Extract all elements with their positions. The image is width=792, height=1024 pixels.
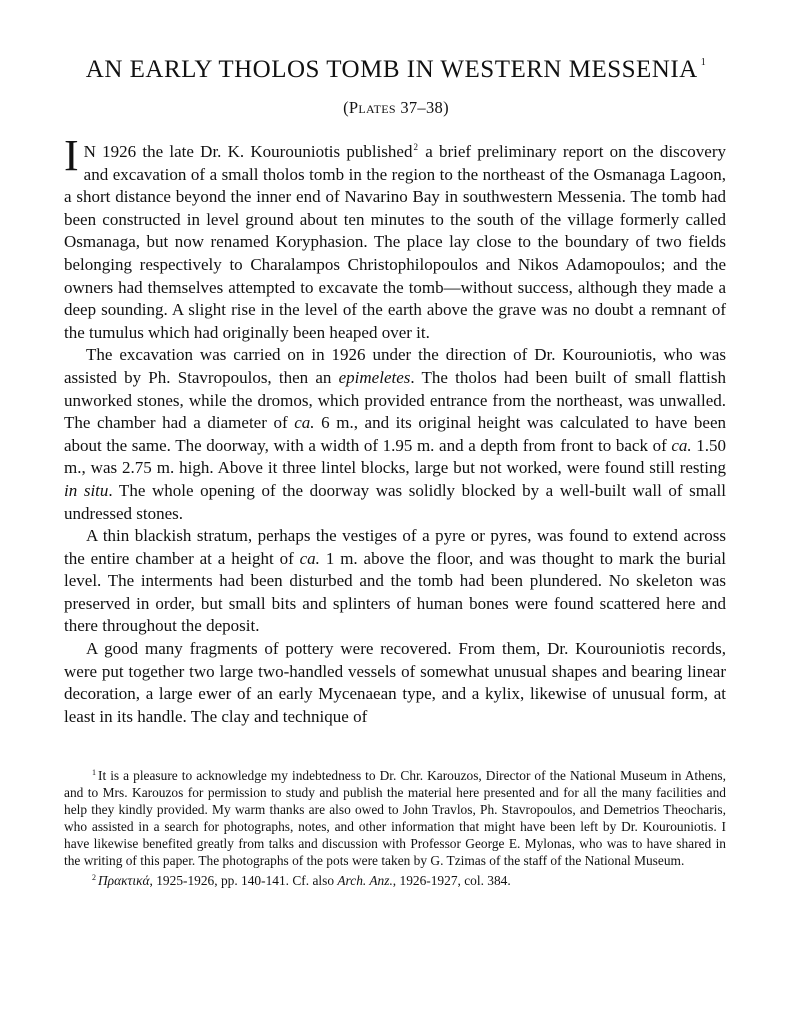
footnote-1 [64,764,726,869]
paragraph-4 [64,638,726,728]
footnote-2-journal: Arch. Anz. [337,873,393,888]
paragraph-3-text-b: 1 m. above the floor, and was thought to mark the burial level. The interments had been disturbed and the tomb had been plundered. No skeleton was preserved in order, but small bits and splinters of human bones were found scattered here and there throughout the deposit. [64,548,726,636]
paragraph-1-text-b: a brief preliminary report on the discovery and excavation of a small tholos tomb in the region to the northeast of the Osmanaga Lagoon, a short distance beyond the inner end of Navarino Bay in southwestern Messenia. The tomb had been constructed in level ground about ten minutes to the south of the village formerly called Osmanaga, but now renamed Koryphasion. The place lay close to the boundary of two fields belonging respectively to Charalampos Christophilopoulos and Nikos Adamopoulos; and the owners had themselves attempted to excavate the tomb—without success, although they made a deep sounding. A slight rise in the level of the earth above the grave was no doubt a remnant of the tumulus which had originally been heaped over it. [64,142,726,342]
footnote-2-greek-title: Πρακτικά [98,873,150,888]
paragraph-2-text-e: . The whole opening of the doorway was solidly blocked by a well-built wall of small undressed stones. [64,480,726,523]
footnote-2-text-b: , 1926-1927, col. 384. [392,873,511,888]
title-footnote-mark[interactable]: 1 [700,57,707,68]
footnotes [64,764,726,889]
italic-ca: ca. [294,413,315,433]
plates-reference: (Plates 37–38) [343,98,449,117]
italic-epimeletes: epimeletes [338,367,411,387]
footnote-2-mark: 2 [92,873,96,882]
paragraph-2 [64,344,726,525]
opening-caps: N [83,142,96,161]
italic-in-situ: in situ [64,480,109,500]
article-body [64,131,726,728]
paragraph-2-text-c: 6 m., and its original height was calculated to have been about the same. The doorway, with a width of 1.95 m. and a depth from front to back of [64,413,726,455]
footnote-2 [64,869,726,889]
paragraph-1-text-a: 1926 the late Dr. K. Kourouniotis published [95,142,413,161]
footnote-mark-2[interactable]: 2 [413,142,418,152]
footnote-1-mark: 1 [92,768,96,777]
paragraph-2-text-b: . The tholos had been built of small flattish unworked stones, while the dromos, which provided entrance from the northeast, was unwalled. The chamber had a diameter of [64,367,726,433]
paragraph-3-text-a: A thin blackish stratum, perhaps the vestiges of a pyre or pyres, was found to extend across the entire chamber at a height of [64,526,726,568]
footnote-1-text: It is a pleasure to acknowledge my indebtedness to Dr. Chr. Karouzos, Director of the National Museum in Athens, and to Mrs. Karouzos for permission to study and publish the material here presented and for all the many facilities and help they kindly provided. My warm thanks are also owed to John Travlos, Ph. Stavropoulos, and Demetrios Theocharis, who assisted in a search for photographs, notes, and other information that might have been left by Dr. Kourouniotis. I have likewise benefited greatly from talks and discussion with Professor George E. Mylonas, who was to have shared in the writing of this paper. The photographs of the pots were taken by G. Tzimas of the staff of the National Museum. [64,768,726,868]
article-title-text: AN EARLY THOLOS TOMB IN WESTERN MESSENIA [85,56,698,83]
paragraph-4-text: A good many fragments of pottery were recovered. From them, Dr. Kourouniotis records, were put together two large two-handled vessels of somewhat unusual shapes and bearing linear decoration, a large ewer of an early Mycenaean type, and a kylix, likewise of unusual form, at least in its handle. The clay and technique of [64,639,726,726]
paragraph-1 [64,131,726,344]
drop-cap: I [64,131,79,180]
paragraph-2-text-a: The excavation was carried on in 1926 under the direction of Dr. Kourouniotis, who was assisted by Ph. Stavropoulos, then an [64,345,726,387]
italic-ca: ca. [299,548,320,568]
paragraph-3 [64,525,726,638]
article-title [0,56,792,84]
paragraph-2-text-d: 1.50 m., was 2.75 m. high. Above it three lintel blocks, large but not worked, were found still resting [64,435,726,478]
italic-ca: ca. [671,435,692,455]
footnote-2-text-a: , 1925-1926, pp. 140-141. Cf. also [149,873,338,888]
